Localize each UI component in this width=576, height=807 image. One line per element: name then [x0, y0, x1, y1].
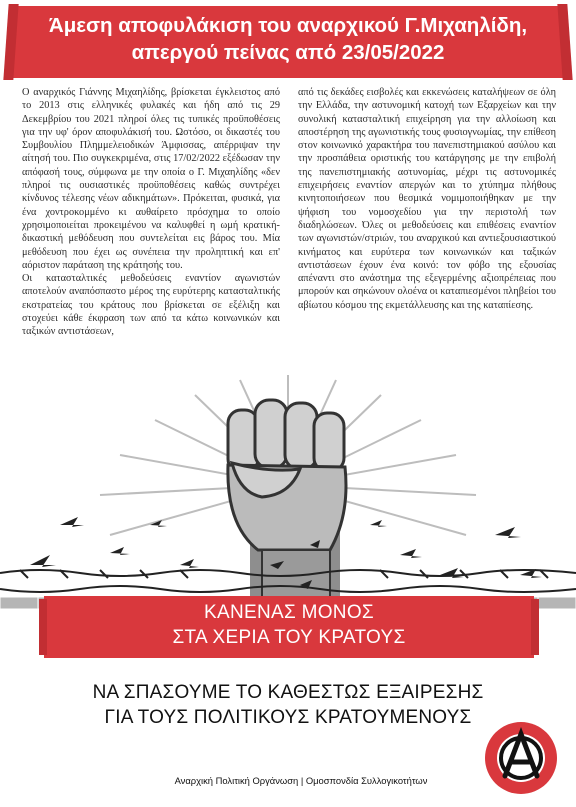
signature: Αναρχική Πολιτική Οργάνωση | Ομοσπονδία Συλλογικοτήτων: [174, 775, 428, 786]
paragraph: Οι κατασταλτικές μεθοδεύσεις εναντίον αγωνιστών αποτελούν αναπόσπαστο μέρος της ευρύτερης κατασταλτικής εκστρατείας του κράτους που βρίσκεται σε εξέλιξη και στοχεύει κάθε έκφραση των από τα κάτω κοινωνικών και ταξικών αντιστάσεων,: [22, 273, 280, 338]
page-title: [10, 12, 566, 66]
demand-line-2: ΓΙΑ ΤΟΥΣ ΠΟΛΙΤΙΚΟΥΣ ΚΡΑΤΟΥΜΕΝΟΥΣ: [104, 707, 472, 728]
paragraph: Ο αναρχικός Γιάννης Μιχαηλίδης, βρίσκεται έγκλειστος από το 2013 στις ελληνικές φυλακές και ήδη από τις 29 Δεκεμβρίου του 2021 πληροί όλες τις τυπικές προϋποθέσεις για την υφ' όρον αποφυλάκισή του. Ωστόσο, οι δικαστές του Συμβουλίου Πλημμελειοδικών Άμφισσας, απέρριψαν την αίτησή του. Πιο συγκεκριμένα, στις 17/02/2022 εξέδωσαν την απόφασή τους, σύμφωνα με την οποία ο Γ. Μιχαηλίδης «δεν πληροί τις ουσιαστικές προϋποθέσεις καθώς συντρέχει κίνδυνος τέλεσης νέων αδικημάτων». Πρόκειται, φυσικά, για ένα χοντροκομμένο κι αυθαίρετο πρόσχημα το οποίο χρησιμοποιείται προκειμένου να καλυφθεί η ωμή κρατική-δικαστική μεθόδευση που συντελείται εις βάρος του. Μία μεθόδευση που έχει ως συνέπεια την προληπτική και επ' αόριστον παράταση της κράτησής του.: [22, 87, 280, 271]
title-line-1: Άμεση αποφυλάκιση του αναρχικού Γ.Μιχαηλίδη,: [48, 14, 528, 37]
slogan-line-2: ΣΤΑ ΧΕΡΙΑ ΤΟΥ ΚΡΑΤΟΥΣ: [172, 627, 406, 648]
circle-a-anarchy-icon: [483, 720, 559, 796]
demand-line-1: ΝΑ ΣΠΑΣΟΥΜΕ ΤΟ ΚΑΘΕΣΤΩΣ ΕΞΑΙΡΕΣΗΣ: [92, 682, 484, 703]
paragraph: από τις δεκάδες εισβολές και εκκενώσεις καταλήψεων σε όλη την Ελλάδα, την αστυνομική κατοχή των Εξαρχείων και την συνολική κατασταλτική επιχείρηση για την αλλοίωση και αποστέρηση της αγωνιστικής τους φυσιογνωμίας, την επίθεση στον κοινωνικό χαρακτήρα του πανεπιστημιακού ασύλου και την προσπάθεια οριστικής του κατάργησης με την επιβολή της πανεπιστημιακής αστυνομίας, μέχρι τις αστυνομικές επιχειρήσεις εναντίον απεργών και το χτύπημα πλήθους κινητοποιήσεων που θεσμικά νομιμοποιήθηκαν με την ψήφιση του νομοσχεδίου για την περιστολή των διαδηλώσεων. Όλες οι μεθοδεύσεις και επιθέσεις εναντίον των αγωνιστών/στριών, του αναρχικού και αντιεξουσιαστικού κινήματος και ευρύτερα των κοινωνικών και ταξικών αντιστάσεων έχουν ένα κοινό: τον φόβο της εξουσίας απέναντι στο ανάστημα της εξεγερμένης αξιοπρέπειας που μπορούν και σηκώνουν ολοένα οι καταπιεσμένοι πληβείοι του αβίωτου κόσμου της εκμετάλλευσης και της καταπίεσης.: [298, 87, 556, 311]
article-column-left: [22, 86, 280, 339]
slogan: [44, 600, 534, 650]
title-line-2: απεργού πείνας από 23/05/2022: [131, 41, 445, 64]
article-column-right: [298, 86, 556, 312]
demand-heading: [30, 680, 546, 730]
slogan-line-1: ΚΑΝΕΝΑΣ ΜΟΝΟΣ: [204, 602, 374, 623]
